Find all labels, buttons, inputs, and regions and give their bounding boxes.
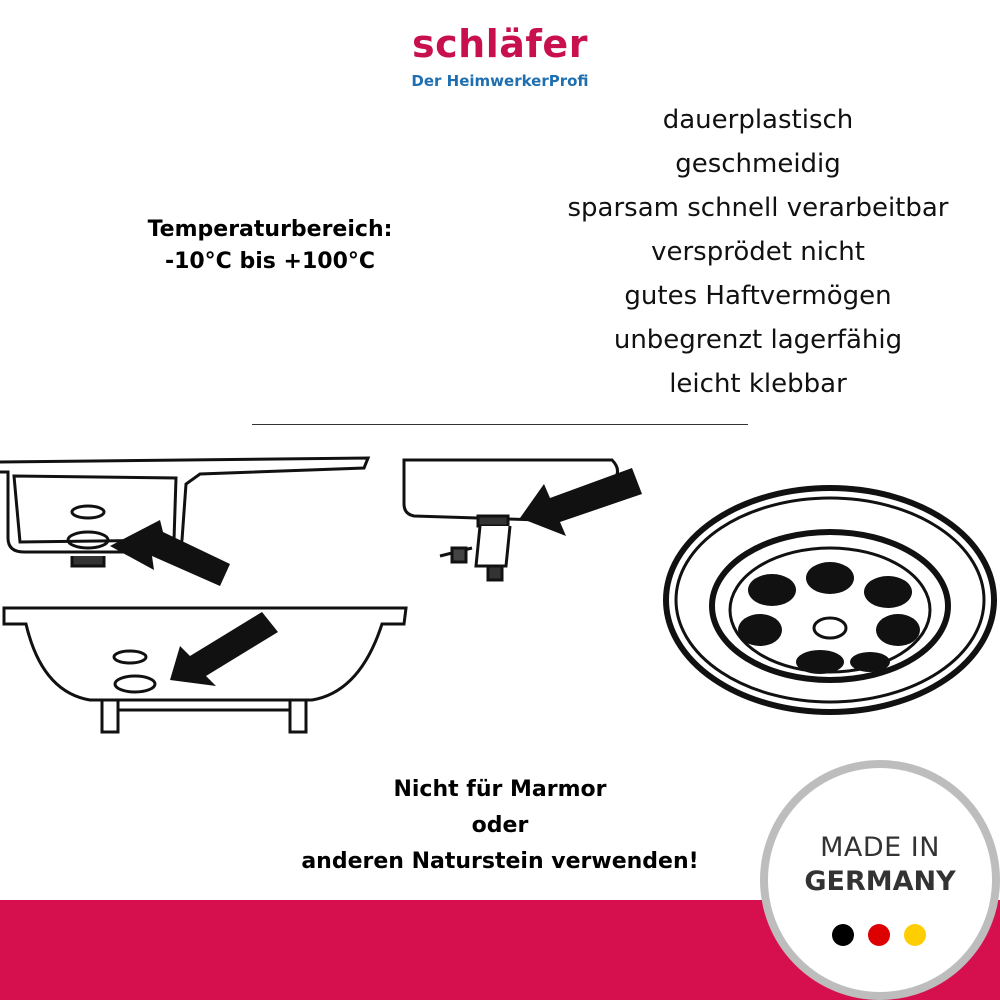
warning-line: oder	[471, 813, 529, 838]
feature-item: gutes Haftvermögen	[624, 281, 892, 311]
drain-strainer-illustration	[666, 488, 994, 712]
feature-item: leicht klebbar	[669, 369, 847, 399]
feature-item: unbegrenzt lagerfähig	[613, 325, 903, 355]
flag-dot-black	[832, 924, 854, 946]
temperature-info	[110, 214, 430, 278]
feature-item: sparsam schnell verarbeitbar	[567, 193, 949, 223]
badge-line-1: MADE IN	[820, 832, 940, 863]
bidet-drain-illustration	[404, 460, 618, 580]
warning-line: anderen Naturstein verwenden!	[301, 849, 699, 874]
flag-dot-red	[868, 924, 890, 946]
brand-logo: schläfer	[412, 22, 588, 66]
feature-item: versprödet nicht	[651, 237, 865, 267]
temperature-range: -10°C bis +100°C	[164, 249, 376, 274]
divider	[252, 424, 748, 425]
brand-tagline: Der HeimwerkerProfi	[411, 72, 589, 90]
feature-list	[540, 98, 976, 406]
badge-line-2: GERMANY	[804, 866, 956, 897]
temperature-label: Temperaturbereich:	[147, 217, 393, 242]
feature-item: dauerplastisch	[662, 105, 854, 135]
warning-line: Nicht für Marmor	[393, 777, 607, 802]
drain-illustrations	[0, 440, 1000, 750]
flag-dot-gold	[904, 924, 926, 946]
feature-item: geschmeidig	[675, 149, 841, 179]
marble-warning	[240, 772, 760, 880]
